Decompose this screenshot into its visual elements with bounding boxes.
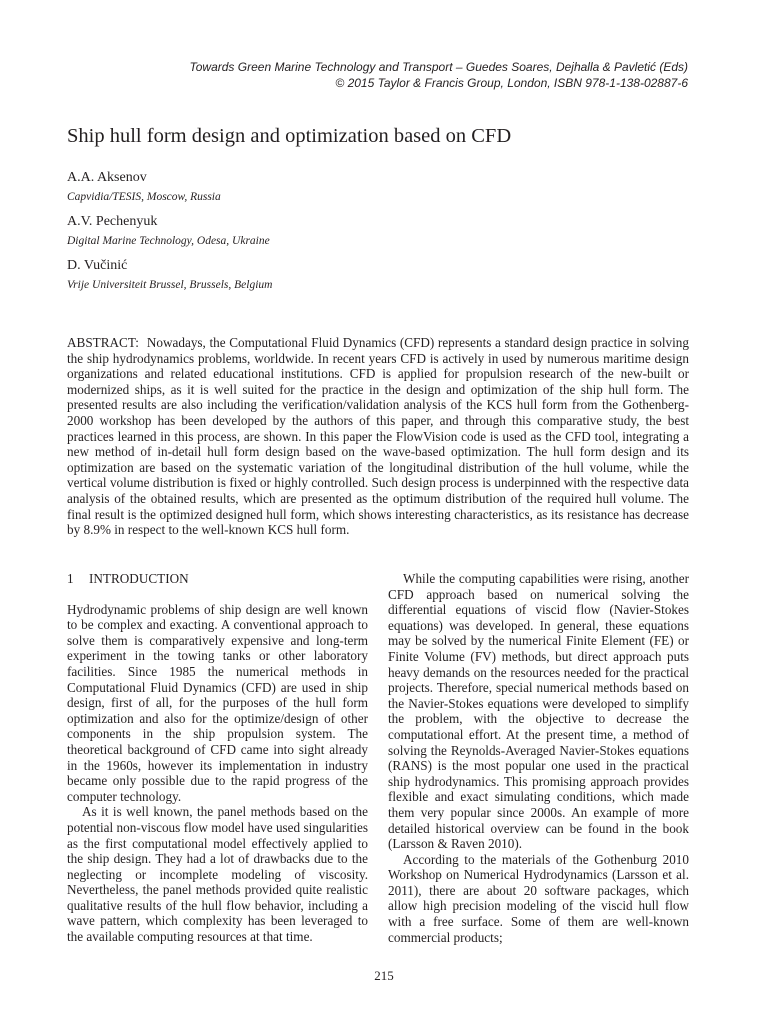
author-name: A.V. Pechenyuk [67, 214, 158, 229]
book-header-line-2: © 2015 Taylor & Francis Group, London, ISBN 978-1-138-02887-6 [335, 76, 688, 90]
paper-title: Ship hull form design and optimization based on CFD [67, 125, 512, 147]
page-number: 215 [374, 968, 394, 983]
section-title: INTRODUCTION [89, 571, 189, 586]
section-heading [67, 571, 368, 587]
book-header-line-1: Towards Green Marine Technology and Transport – Guedes Soares, Dejhalla & Pavletić (Eds) [189, 60, 688, 74]
paragraph: Hydrodynamic problems of ship design are well known to be complex and exacting. A conventional approach to solve them is comparatively expensive and long-term experiment in the towing tanks or other laboratory facilities. Since 1985 the numerical methods in Computational Fluid Dynamics (CFD) are used in ship design, first of all, for the purposes of the hull form optimization and also for the optimize/design of other components in the ship propulsion system. The theoretical background of CFD came into sight already in the 1960s, however its implementation in industry became only possible due to the rapid progress of the computer technology. [67, 601, 368, 804]
author-name: D. Vučinić [67, 258, 128, 273]
author-affiliation: Digital Marine Technology, Odesa, Ukraine [67, 235, 270, 247]
section-number: 1 [67, 571, 74, 586]
paragraph: As it is well known, the panel methods based on the potential non-viscous flow model have used singularities as the first computational model effectively applied to the ship design. They had a lot of drawbacks due to the neglecting or incomplete modeling of viscosity. Nevertheless, the panel methods provided quite realistic qualitative results of the hull flow behavior, including a wave pattern, which complexity has been leveraged to the available computing resources at that time. [67, 804, 368, 945]
paragraph: While the computing capabilities were rising, another CFD approach based on numerical solving the differential equations of viscid flow (Navier-Stokes equations) was developed. In general, these equations may be solved by the numerical Finite Element (FE) or Finite Volume (FV) methods, but direct approach puts heavy demands on the resources needed for the practical projects. Therefore, special numerical methods based on the Navier-Stokes equations were developed to simplify the problem, with the objective to decrease the computational effort. At the present time, a method of solving the Reynolds-Averaged Navier-Stokes equations (RANS) is the most popular one used in the practical ship hydrodynamics. This promising approach provides flexible and exact simulating conditions, which made them very popular since 2000s. An example of more detailed historical overview can be found in the book (Larsson & Raven 2010). [388, 571, 689, 852]
author-block-3 [67, 257, 667, 293]
author-name: A.A. Aksenov [67, 170, 147, 185]
left-column [67, 571, 368, 945]
abstract [67, 335, 689, 538]
author-block-1 [67, 169, 667, 205]
abstract-label: ABSTRACT: [67, 335, 139, 350]
author-affiliation: Vrije Universiteit Brussel, Brussels, Belgium [67, 279, 273, 291]
abstract-text: Nowadays, the Computational Fluid Dynamics (CFD) represents a standard design practice in solving the ship hydrodynamics problems, worldwide. In recent years CFD is actively in used by numerous maritime design organizations and related educational institutions. CFD is applied for propulsion research of the new-built or modernized ships, as it is well suited for the practice in the design and optimization of the ship hull form. The presented results are also including the verification/validation analysis of the KCS hull form from the Gothenberg-2000 workshop has been developed by the authors of this paper, and through this comparative study, the best practices learned in this process, are shown. In this paper the FlowVision code is used as the CFD tool, integrating a new method of in-detail hull form design based on the wave-based optimization. The hull form design and its optimization are based on the systematic variation of the longitudinal distribution of the hull volume, while the vertical volume distribution is fixed or highly controlled. Such design process is underpinned with the respective data analysis of the obtained results, which are presented as the optimum distribution of the required hull volume. The final result is the optimized designed hull form, which shows interesting characteristics, as its resistance has decrease by 8.9% in respect to the well-known KCS hull form. [67, 335, 689, 538]
paragraph: According to the materials of the Gothenburg 2010 Workshop on Numerical Hydrodynamics (Larsson et al. 2011), there are about 20 software packages, which allow high precision modeling of the viscid hull flow with a free surface. Some of them are well-known commercial products; [388, 851, 689, 945]
author-block-2 [67, 213, 667, 249]
book-header [68, 59, 688, 91]
right-column [388, 571, 689, 945]
author-affiliation: Capvidia/TESIS, Moscow, Russia [67, 191, 221, 203]
